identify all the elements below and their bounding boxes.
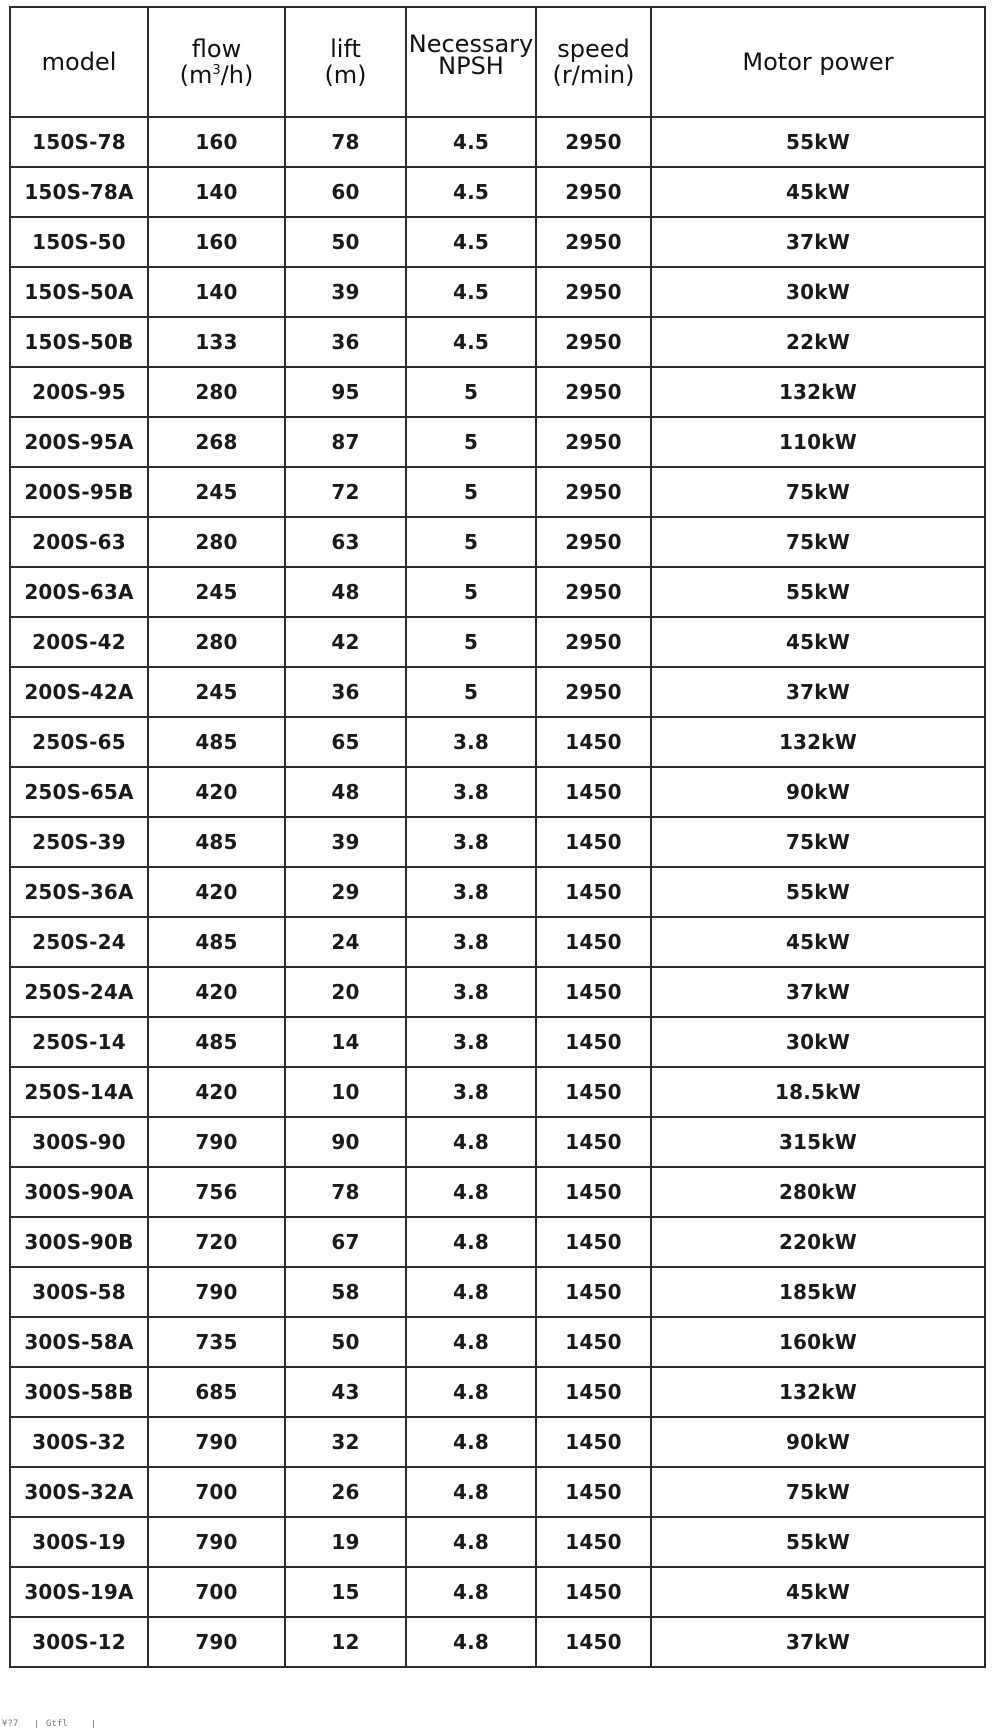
cell-speed: 1450: [536, 1167, 651, 1217]
table-row: [10, 1467, 985, 1517]
cell-motor-power: 55kW: [651, 867, 985, 917]
cell-flow: 280: [148, 517, 285, 567]
cell-npsh: 4.8: [406, 1367, 536, 1417]
cell-lift: 39: [285, 817, 406, 867]
cell-speed: 2950: [536, 567, 651, 617]
cell-model: 250S-14A: [10, 1067, 148, 1117]
cell-model: 150S-50: [10, 217, 148, 267]
cell-motor-power: 30kW: [651, 1017, 985, 1067]
header-model: [10, 7, 148, 117]
cell-model: 200S-95B: [10, 467, 148, 517]
cell-speed: 1450: [536, 1117, 651, 1167]
cell-flow: 685: [148, 1367, 285, 1417]
cell-lift: 48: [285, 767, 406, 817]
cell-npsh: 4.5: [406, 267, 536, 317]
cell-npsh: 4.5: [406, 217, 536, 267]
cell-flow: 420: [148, 767, 285, 817]
cell-model: 200S-63A: [10, 567, 148, 617]
cell-motor-power: 75kW: [651, 517, 985, 567]
header-speed-label: speed: [557, 35, 630, 63]
cell-speed: 1450: [536, 967, 651, 1017]
cell-motor-power: 132kW: [651, 717, 985, 767]
cell-flow: 700: [148, 1567, 285, 1617]
cell-npsh: 5: [406, 367, 536, 417]
cell-speed: 1450: [536, 817, 651, 867]
cell-npsh: 5: [406, 567, 536, 617]
header-speed: [536, 7, 651, 117]
cell-speed: 2950: [536, 267, 651, 317]
cell-npsh: 4.8: [406, 1167, 536, 1217]
cell-model: 300S-58: [10, 1267, 148, 1317]
pump-spec-table: [9, 6, 986, 1668]
header-speed-unit: (r/min): [552, 61, 635, 89]
cell-npsh: 4.8: [406, 1467, 536, 1517]
table-body: [10, 117, 985, 1667]
cell-lift: 87: [285, 417, 406, 467]
cell-flow: 790: [148, 1517, 285, 1567]
cell-motor-power: 55kW: [651, 567, 985, 617]
cell-flow: 280: [148, 617, 285, 667]
cell-npsh: 5: [406, 667, 536, 717]
cell-motor-power: 30kW: [651, 267, 985, 317]
cell-model: 150S-78A: [10, 167, 148, 217]
cell-motor-power: 22kW: [651, 317, 985, 367]
flow-unit-post: /h): [220, 61, 254, 89]
header-npsh-label-2: NPSH: [438, 52, 504, 80]
cell-flow: 245: [148, 467, 285, 517]
table-row: [10, 267, 985, 317]
header-row: [10, 7, 985, 117]
cell-model: 250S-39: [10, 817, 148, 867]
cell-model: 250S-24A: [10, 967, 148, 1017]
table-row: [10, 167, 985, 217]
table-row: [10, 417, 985, 467]
table-row: [10, 1217, 985, 1267]
header-model-label: model: [41, 48, 117, 76]
cell-lift: 26: [285, 1467, 406, 1517]
cell-npsh: 4.8: [406, 1567, 536, 1617]
cell-npsh: 5: [406, 517, 536, 567]
cell-flow: 485: [148, 817, 285, 867]
flow-unit-sup: 3: [212, 63, 221, 78]
cell-lift: 78: [285, 1167, 406, 1217]
table-row: [10, 1117, 985, 1167]
cell-flow: 160: [148, 217, 285, 267]
header-flow-label: flow: [191, 35, 242, 63]
cell-speed: 1450: [536, 1617, 651, 1667]
cell-npsh: 4.8: [406, 1417, 536, 1467]
cell-speed: 1450: [536, 1467, 651, 1517]
cell-lift: 65: [285, 717, 406, 767]
cell-model: 250S-36A: [10, 867, 148, 917]
cell-model: 300S-90A: [10, 1167, 148, 1217]
cell-model: 250S-65A: [10, 767, 148, 817]
cell-speed: 2950: [536, 517, 651, 567]
cell-motor-power: 185kW: [651, 1267, 985, 1317]
cell-npsh: 3.8: [406, 717, 536, 767]
cell-model: 150S-50B: [10, 317, 148, 367]
cell-model: 200S-42A: [10, 667, 148, 717]
table-row: [10, 767, 985, 817]
cell-speed: 2950: [536, 367, 651, 417]
cell-lift: 36: [285, 317, 406, 367]
cell-flow: 700: [148, 1467, 285, 1517]
cell-motor-power: 132kW: [651, 367, 985, 417]
table-row: [10, 817, 985, 867]
cell-lift: 63: [285, 517, 406, 567]
cell-motor-power: 75kW: [651, 1467, 985, 1517]
cell-motor-power: 315kW: [651, 1117, 985, 1167]
cell-speed: 1450: [536, 717, 651, 767]
cell-lift: 39: [285, 267, 406, 317]
table-row: [10, 967, 985, 1017]
cell-npsh: 3.8: [406, 867, 536, 917]
cell-flow: 420: [148, 967, 285, 1017]
cell-npsh: 4.8: [406, 1617, 536, 1667]
cell-lift: 58: [285, 1267, 406, 1317]
cell-speed: 1450: [536, 1017, 651, 1067]
cell-lift: 14: [285, 1017, 406, 1067]
cell-npsh: 4.8: [406, 1117, 536, 1167]
cell-flow: 720: [148, 1217, 285, 1267]
cell-motor-power: 45kW: [651, 917, 985, 967]
cell-motor-power: 90kW: [651, 767, 985, 817]
cropped-footer-fragment: [0, 1719, 993, 1730]
header-lift-label: lift: [330, 35, 361, 63]
cell-motor-power: 55kW: [651, 1517, 985, 1567]
cell-model: 250S-65: [10, 717, 148, 767]
cell-speed: 1450: [536, 1517, 651, 1567]
cell-npsh: 3.8: [406, 1017, 536, 1067]
cell-model: 300S-32A: [10, 1467, 148, 1517]
cell-model: 300S-58A: [10, 1317, 148, 1367]
cell-lift: 60: [285, 167, 406, 217]
cell-model: 300S-12: [10, 1617, 148, 1667]
table-row: [10, 917, 985, 967]
cell-speed: 1450: [536, 767, 651, 817]
cell-model: 150S-78: [10, 117, 148, 167]
cell-speed: 2950: [536, 467, 651, 517]
table-row: [10, 1017, 985, 1067]
cell-lift: 50: [285, 217, 406, 267]
cell-npsh: 5: [406, 467, 536, 517]
cell-npsh: 3.8: [406, 767, 536, 817]
flow-unit-pre: (m: [179, 61, 213, 89]
header-motor-power: [651, 7, 985, 117]
cell-motor-power: 37kW: [651, 667, 985, 717]
cell-speed: 2950: [536, 667, 651, 717]
cell-lift: 78: [285, 117, 406, 167]
header-npsh-label: Necessary: [408, 30, 534, 58]
cell-speed: 2950: [536, 167, 651, 217]
cell-lift: 15: [285, 1567, 406, 1617]
table-row: [10, 667, 985, 717]
cell-speed: 1450: [536, 867, 651, 917]
cell-lift: 90: [285, 1117, 406, 1167]
cell-motor-power: 45kW: [651, 167, 985, 217]
cell-speed: 2950: [536, 317, 651, 367]
cell-flow: 756: [148, 1167, 285, 1217]
cell-model: 200S-95: [10, 367, 148, 417]
cell-flow: 133: [148, 317, 285, 367]
cell-speed: 2950: [536, 117, 651, 167]
table-row: [10, 617, 985, 667]
cell-model: 150S-50A: [10, 267, 148, 317]
header-npsh: [406, 7, 536, 117]
table-row: [10, 1167, 985, 1217]
cell-model: 300S-19A: [10, 1567, 148, 1617]
cell-motor-power: 280kW: [651, 1167, 985, 1217]
table-row: [10, 1517, 985, 1567]
cell-lift: 72: [285, 467, 406, 517]
table-row: [10, 867, 985, 917]
cell-model: 200S-95A: [10, 417, 148, 467]
cell-lift: 48: [285, 567, 406, 617]
cell-speed: 1450: [536, 1367, 651, 1417]
cell-lift: 36: [285, 667, 406, 717]
cell-motor-power: 220kW: [651, 1217, 985, 1267]
cell-model: 200S-63: [10, 517, 148, 567]
header-lift-unit: (m): [324, 61, 367, 89]
table-row: [10, 1417, 985, 1467]
table-row: [10, 1367, 985, 1417]
cell-model: 250S-14: [10, 1017, 148, 1067]
cell-lift: 32: [285, 1417, 406, 1467]
cell-flow: 790: [148, 1117, 285, 1167]
cell-speed: 1450: [536, 1317, 651, 1367]
cell-speed: 1450: [536, 1567, 651, 1617]
table-row: [10, 467, 985, 517]
footer-fragment-left: ¥?7: [2, 1719, 19, 1729]
cell-motor-power: 160kW: [651, 1317, 985, 1367]
cell-npsh: 4.8: [406, 1517, 536, 1567]
cell-model: 200S-42: [10, 617, 148, 667]
cell-flow: 485: [148, 1017, 285, 1067]
cell-motor-power: 75kW: [651, 467, 985, 517]
cell-flow: 420: [148, 867, 285, 917]
cell-flow: 790: [148, 1617, 285, 1667]
cell-lift: 19: [285, 1517, 406, 1567]
cell-model: 300S-90B: [10, 1217, 148, 1267]
cell-motor-power: 90kW: [651, 1417, 985, 1467]
cell-speed: 1450: [536, 1417, 651, 1467]
cell-npsh: 3.8: [406, 917, 536, 967]
cell-lift: 12: [285, 1617, 406, 1667]
cell-npsh: 3.8: [406, 967, 536, 1017]
cell-flow: 735: [148, 1317, 285, 1367]
header-flow-unit: [149, 62, 284, 88]
cell-model: 300S-90: [10, 1117, 148, 1167]
header-motor-power-label: Motor power: [742, 48, 894, 76]
table-header: [10, 7, 985, 117]
cell-motor-power: 37kW: [651, 1617, 985, 1667]
cell-npsh: 5: [406, 617, 536, 667]
cell-flow: 280: [148, 367, 285, 417]
cell-motor-power: 55kW: [651, 117, 985, 167]
cell-model: 250S-24: [10, 917, 148, 967]
cell-speed: 2950: [536, 617, 651, 667]
cell-npsh: 3.8: [406, 817, 536, 867]
cell-motor-power: 132kW: [651, 1367, 985, 1417]
cell-lift: 24: [285, 917, 406, 967]
table-row: [10, 317, 985, 367]
cell-lift: 67: [285, 1217, 406, 1267]
cell-lift: 42: [285, 617, 406, 667]
table-row: [10, 567, 985, 617]
cell-motor-power: 75kW: [651, 817, 985, 867]
cell-npsh: 4.5: [406, 317, 536, 367]
cell-npsh: 4.8: [406, 1217, 536, 1267]
cell-motor-power: 37kW: [651, 217, 985, 267]
cell-motor-power: 45kW: [651, 617, 985, 667]
table-row: [10, 1567, 985, 1617]
table-row: [10, 367, 985, 417]
cell-speed: 1450: [536, 1067, 651, 1117]
cell-motor-power: 18.5kW: [651, 1067, 985, 1117]
cell-npsh: 5: [406, 417, 536, 467]
cell-flow: 245: [148, 667, 285, 717]
cell-flow: 420: [148, 1067, 285, 1117]
table-row: [10, 1267, 985, 1317]
header-lift: [285, 7, 406, 117]
cell-speed: 1450: [536, 1217, 651, 1267]
cell-npsh: 4.5: [406, 117, 536, 167]
table-row: [10, 1067, 985, 1117]
cell-flow: 160: [148, 117, 285, 167]
cell-lift: 10: [285, 1067, 406, 1117]
cell-speed: 2950: [536, 217, 651, 267]
cell-lift: 50: [285, 1317, 406, 1367]
cell-npsh: 4.8: [406, 1267, 536, 1317]
cell-flow: 140: [148, 167, 285, 217]
cell-npsh: 4.8: [406, 1317, 536, 1367]
cell-model: 300S-19: [10, 1517, 148, 1567]
cell-flow: 140: [148, 267, 285, 317]
cell-model: 300S-32: [10, 1417, 148, 1467]
cell-flow: 485: [148, 717, 285, 767]
table-row: [10, 117, 985, 167]
cell-lift: 20: [285, 967, 406, 1017]
table-row: [10, 1617, 985, 1667]
cell-flow: 790: [148, 1417, 285, 1467]
cell-speed: 1450: [536, 917, 651, 967]
cell-lift: 95: [285, 367, 406, 417]
spec-table-container: [9, 6, 984, 1668]
footer-fragment-mid: Gtfl: [46, 1719, 68, 1729]
header-flow: [148, 7, 285, 117]
table-row: [10, 217, 985, 267]
cell-flow: 245: [148, 567, 285, 617]
cell-motor-power: 37kW: [651, 967, 985, 1017]
cell-motor-power: 45kW: [651, 1567, 985, 1617]
cell-model: 300S-58B: [10, 1367, 148, 1417]
cell-flow: 268: [148, 417, 285, 467]
table-row: [10, 1317, 985, 1367]
table-row: [10, 517, 985, 567]
cell-speed: 2950: [536, 417, 651, 467]
cell-lift: 43: [285, 1367, 406, 1417]
cell-motor-power: 110kW: [651, 417, 985, 467]
cell-npsh: 3.8: [406, 1067, 536, 1117]
cell-flow: 485: [148, 917, 285, 967]
cell-speed: 1450: [536, 1267, 651, 1317]
cell-lift: 29: [285, 867, 406, 917]
table-row: [10, 717, 985, 767]
cell-flow: 790: [148, 1267, 285, 1317]
cell-npsh: 4.5: [406, 167, 536, 217]
